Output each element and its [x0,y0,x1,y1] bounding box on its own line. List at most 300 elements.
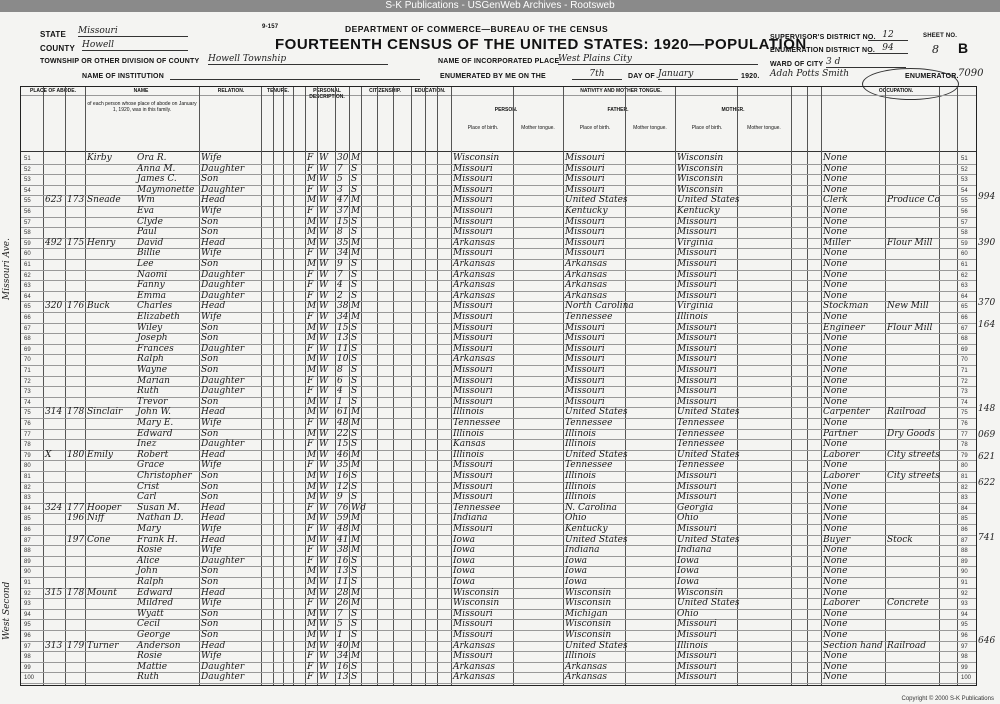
row-number-right: 68 [961,336,968,343]
row-number: 54 [24,187,31,194]
cell-fam [67,545,85,556]
cell-dw [45,206,65,217]
cell-bp: Arkansas [453,290,496,301]
cell-mbp: Illinois [677,640,708,651]
row-number-right: 85 [961,516,968,523]
cell-ind [887,248,939,259]
cell-dw [45,460,65,471]
row-number-right: 72 [961,378,968,385]
cell-ind [887,482,939,493]
cell-occ: None [823,555,848,566]
cell-surname [87,492,137,503]
cell-occ: Partner [823,428,858,439]
cell-fam [67,280,85,291]
table-row [21,503,976,514]
cell-sex: M [307,492,317,503]
cell-bp: Missouri [453,365,493,375]
cell-age: 7 [337,269,343,280]
cell-occ: None [823,513,848,524]
cell-mar: S [351,481,358,492]
cell-mar: M [351,460,361,471]
ward-label: WARD OF CITY [770,61,824,68]
cell-occ: Carpenter [823,407,870,418]
cell-sex: M [307,534,317,545]
cell-given: Clyde [137,216,163,227]
cell-mar: S [351,269,358,280]
cell-mbp: Missouri [677,259,717,269]
cell-surname [87,439,137,450]
cell-bp: Missouri [453,216,493,227]
cell-race: W [319,269,329,280]
cell-sex: F [307,418,314,428]
cell-mbp: Missouri [677,661,717,672]
cell-bp: Arkansas [453,269,496,280]
group-father: FATHER. [607,107,629,113]
cell-rel: Son [201,471,219,481]
cell-sex: F [307,153,314,163]
row-number: 92 [24,590,31,597]
cell-fbp: Missouri [565,153,605,163]
cell-age: 11 [337,343,349,354]
cell-mar: S [351,333,358,344]
cell-ind [887,206,939,217]
cell-dw [45,227,65,238]
cell-occ: None [823,396,848,407]
table-row [21,588,976,599]
cell-dw [45,429,65,440]
supervisor-label: SUPERVISOR'S DISTRICT NO. [770,34,876,41]
right-note: 390 [978,238,996,248]
cell-age: 7 [337,163,343,174]
cell-rel: Head [201,502,226,513]
cell-bp: Missouri [453,333,493,344]
cell-fam: 178 [67,407,85,418]
right-note: 164 [978,320,996,330]
cell-age: 7 [337,608,343,619]
cell-mbp: Tennessee [677,418,725,428]
cell-occ: None [823,619,848,630]
cell-dw [45,545,65,556]
cell-sex: M [307,237,317,248]
cell-ind [887,280,939,291]
table-row [21,153,976,164]
cell-given: James C. [137,174,177,185]
cell-mar: S [351,343,358,354]
cell-fbp: Wisconsin [565,598,612,609]
cell-bp: Tennessee [453,418,501,428]
cell-mbp: Missouri [677,216,717,227]
cell-surname [87,609,137,620]
cell-mbp: United States [677,598,740,609]
cell-age: 35 [337,460,349,471]
cell-race: W [319,407,329,418]
cell-bp: Illinois [453,449,484,460]
table-row [21,418,976,429]
row-number: 57 [24,219,31,226]
cell-race: W [319,513,329,524]
group-name: NAME [133,88,149,94]
margin-street-2: West Second [2,581,12,640]
cell-ind [887,376,939,387]
row-number-right: 69 [961,346,968,353]
row-number-right: 73 [961,389,968,396]
cell-rel: Son [201,396,219,407]
row-number: 79 [24,452,31,459]
cell-occ: None [823,386,848,397]
cell-age: 76 [337,502,349,513]
cell-mar: S [351,630,358,640]
cell-dw [45,535,65,546]
row-number: 62 [24,272,31,279]
township-label: TOWNSHIP OR OTHER DIVISION OF COUNTY [40,58,200,65]
cell-age: 15 [337,216,349,227]
cell-fbp: Missouri [565,354,605,365]
cell-surname [87,259,137,270]
cell-fam [67,418,85,429]
cell-age: 34 [337,651,349,662]
cell-bp: Iowa [453,566,476,577]
cell-surname [87,418,137,429]
cell-surname [87,662,137,673]
cell-ind [887,503,939,514]
cell-ind [887,609,939,620]
cell-age: 12 [337,481,349,492]
table-row [21,535,976,546]
cell-age: 16 [337,661,349,672]
cell-dw [45,217,65,228]
cell-fbp: Wisconsin [565,619,612,630]
cell-sex: M [307,428,317,439]
cell-ind: City streets [887,471,940,481]
cell-ind [887,397,939,408]
cell-occ: None [823,280,848,291]
cell-given: Ora R. [137,153,167,163]
cell-bp: Missouri [453,524,493,534]
cell-occ: None [823,630,848,640]
row-number-right: 60 [961,251,968,258]
cell-mbp: Missouri [677,290,717,301]
row-number: 65 [24,304,31,311]
cell-occ: None [823,502,848,513]
group-relation: RELATION. [217,88,245,94]
cell-rel: Wife [201,598,222,609]
row-number: 93 [24,601,31,608]
row-number: 66 [24,315,31,321]
cell-ind [887,333,939,344]
table-row [21,354,976,365]
cell-age: 1 [337,630,343,640]
cell-age: 6 [337,375,343,386]
cell-dw: 492 [45,237,63,248]
cell-ind [887,524,939,535]
cell-fam [67,662,85,673]
cell-mbp: Missouri [677,619,717,630]
cell-surname: Mount [87,587,117,598]
cell-occ: None [823,290,848,301]
cell-given: Anna M. [137,163,176,174]
cell-race: W [319,206,329,216]
cell-mar: S [351,608,358,619]
cell-fbp: United States [565,195,628,206]
cell-mar: S [351,184,358,195]
cell-given: Maymonette [137,184,195,195]
cell-surname [87,619,137,630]
cell-occ: Laborer [823,449,860,460]
cell-age: 34 [337,248,349,259]
cell-bp: Missouri [453,227,493,238]
cell-surname: Kirby [87,153,112,163]
cell-ind [887,630,939,641]
row-number-right: 96 [961,633,968,639]
cell-sex: M [307,365,317,375]
group-place-of-abode: PLACE OF ABODE. [30,88,76,94]
cell-rel: Wife [201,206,222,216]
cell-mar: S [351,619,358,630]
cell-ind [887,291,939,302]
cell-rel: Son [201,322,219,333]
cell-bp: Arkansas [453,259,496,269]
cell-surname [87,174,137,185]
cell-dw [45,333,65,344]
row-number: 86 [24,527,31,533]
cell-mbp: Missouri [677,386,717,397]
cell-rel: Head [201,195,226,206]
cell-surname [87,164,137,175]
cell-given: Elizabeth [137,312,180,322]
cell-given: George [137,630,171,640]
cell-surname [87,397,137,408]
cell-age: 40 [337,640,349,651]
cell-occ: None [823,269,848,280]
cell-occ: Section hand [823,640,883,651]
cell-surname [87,291,137,302]
cell-fbp: Missouri [565,184,605,195]
cell-dw [45,566,65,577]
cell-mar: M [351,651,361,662]
cell-surname [87,598,137,609]
cell-fbp: Kentucky [565,524,608,534]
cell-mbp: Illinois [677,312,708,322]
table-row [21,524,976,535]
cell-mar: S [351,216,358,227]
cell-occ: None [823,153,848,163]
cell-dw [45,323,65,334]
cell-fam [67,323,85,334]
table-row [21,556,976,567]
cell-surname [87,524,137,535]
row-number-right: 83 [961,495,968,502]
cell-given: Eva [137,206,155,216]
cell-race: W [319,598,329,609]
row-number: 77 [24,431,31,438]
cell-fam [67,566,85,577]
row-number-right: 65 [961,304,968,311]
cell-mbp: Missouri [677,343,717,354]
cell-surname: Turner [87,640,119,651]
cell-mbp: Tennessee [677,460,725,471]
cell-dw [45,312,65,323]
cell-race: W [319,322,329,333]
cell-race: W [319,471,329,481]
cell-bp: Missouri [453,651,493,662]
cell-sex: M [307,216,317,227]
stamp-number: 7090 [958,68,984,79]
row-number: 99 [24,664,31,671]
cell-rel: Son [201,566,219,577]
cell-given: Mary [137,524,161,534]
cell-dw [45,386,65,397]
right-note: 148 [978,404,996,414]
cell-ind: Railroad [887,640,926,651]
ed-value: 94 [868,43,908,54]
cell-ind [887,492,939,503]
cell-fam [67,153,85,164]
cell-rel: Son [201,333,219,344]
institution-line [170,78,420,80]
cell-fbp: United States [565,534,628,545]
cell-race: W [319,428,329,439]
cell-bp: Missouri [453,322,493,333]
cell-given: Inez [137,439,157,450]
cell-surname [87,630,137,641]
row-number-right: 61 [961,262,968,268]
cell-bp: Indiana [453,513,488,524]
cell-mar: M [351,545,361,556]
cell-rel: Daughter [201,439,245,450]
head-place-of-birth-father: Place of birth. [579,125,611,131]
group-education: EDUCATION. [414,88,446,94]
cell-surname [87,376,137,387]
row-number-right: 66 [961,315,968,321]
cell-surname: Niff [87,513,105,524]
row-number-right: 86 [961,527,968,533]
cell-fam [67,429,85,440]
cell-occ: None [823,206,848,216]
row-number-right: 63 [961,283,968,290]
cell-ind [887,545,939,556]
cell-sex: F [307,555,314,566]
cell-fam [67,460,85,471]
cell-dw [45,248,65,259]
cell-sex: F [307,661,314,672]
cell-bp: Missouri [453,481,493,492]
cell-rel: Head [201,301,226,312]
cell-sex: F [307,163,314,174]
cell-ind [887,153,939,164]
group-personal: PERSONAL DESCRIPTION. [309,88,345,100]
cell-fbp: Tennessee [565,312,613,322]
cell-ind [887,651,939,662]
cell-sex: M [307,630,317,640]
cell-fam [67,471,85,482]
cell-sex: F [307,290,314,301]
row-number-right: 64 [961,293,968,300]
table-row [21,482,976,493]
cell-given: David [137,237,164,248]
cell-fbp: Iowa [565,577,588,587]
row-number: 91 [24,580,31,586]
cell-given: Lee [137,259,154,269]
row-number-right: 80 [961,463,968,470]
cell-fbp: Missouri [565,396,605,407]
cell-fbp: United States [565,449,628,460]
cell-occ: Laborer [823,471,860,481]
cell-occ: None [823,227,848,238]
table-row [21,566,976,577]
cell-fbp: Wisconsin [565,630,612,640]
cell-race: W [319,343,329,354]
cell-surname: Cone [87,534,111,545]
cell-mar: M [351,587,361,598]
cell-given: Mattie [137,661,168,672]
table-row [21,217,976,228]
table-row [21,291,976,302]
right-note: 621 [978,452,996,462]
cell-surname: Buck [87,301,110,312]
cell-rel: Wife [201,545,222,556]
cell-dw [45,344,65,355]
cell-given: Grace [137,460,165,471]
cell-mar: M [351,312,361,322]
cell-bp: Arkansas [453,640,496,651]
cell-surname: Hooper [87,502,122,513]
cell-sex: F [307,269,314,280]
cell-bp: Missouri [453,206,493,216]
cell-given: Marian [137,375,170,386]
cell-rel: Head [201,534,226,545]
cell-surname [87,566,137,577]
cell-fbp: N. Carolina [565,502,617,513]
cell-rel: Son [201,216,219,227]
cell-mar: S [351,555,358,566]
cell-age: 48 [337,418,349,428]
cell-ind: Produce Co [887,195,940,206]
cell-dw [45,418,65,429]
cell-bp: Missouri [453,184,493,195]
cell-race: W [319,301,329,312]
row-number: 90 [24,569,31,576]
cell-ind: Dry Goods [887,428,935,439]
cell-fbp: Missouri [565,322,605,333]
right-note: 370 [978,298,996,308]
cell-surname [87,386,137,397]
cell-bp: Missouri [453,630,493,640]
table-row [21,577,976,588]
row-number: 56 [24,209,31,215]
row-number: 100 [24,675,35,682]
cell-mar: M [351,418,361,428]
cell-given: Frank H. [137,534,178,545]
cell-given: Crist [137,481,160,492]
cell-given: Emma [137,290,167,301]
cell-dw [45,492,65,503]
cell-mbp: Kentucky [677,206,720,216]
cell-mar: S [351,661,358,672]
cell-surname [87,471,137,482]
cell-fam [67,492,85,503]
cell-rel: Wife [201,460,222,471]
cell-fam [67,344,85,355]
cell-ind: City streets [887,449,940,460]
cell-mbp: Indiana [677,545,712,556]
cell-occ: None [823,375,848,386]
cell-race: W [319,587,329,598]
cell-rel: Head [201,449,226,460]
enumerator-label: ENUMERATOR. [905,73,959,80]
cell-given: Nathan D. [137,513,184,524]
cell-rel: Son [201,365,219,375]
row-number: 98 [24,654,31,661]
